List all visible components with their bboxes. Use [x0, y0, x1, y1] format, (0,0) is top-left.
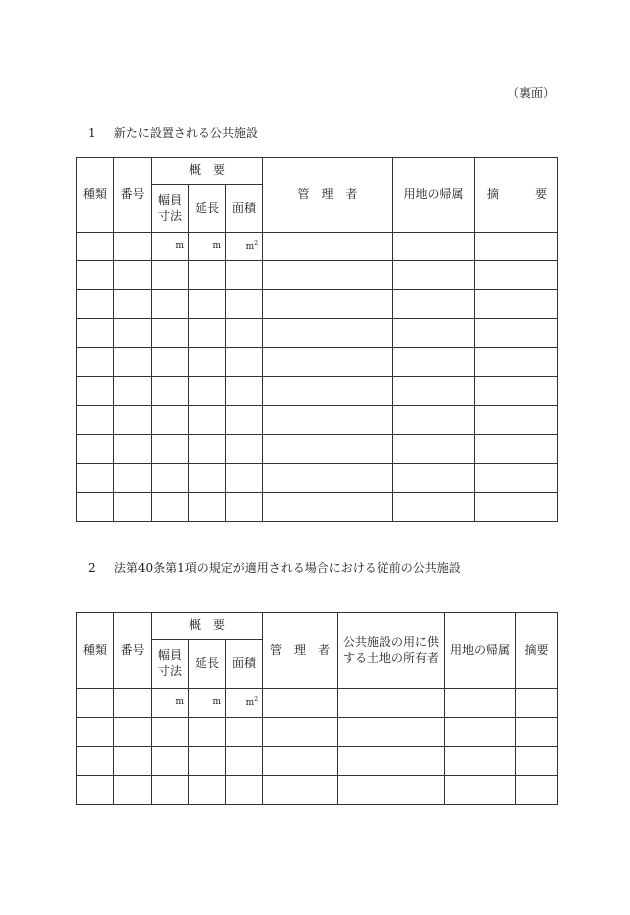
cell[interactable]	[114, 290, 152, 319]
table-row	[77, 776, 558, 805]
cell[interactable]	[263, 406, 393, 435]
cell[interactable]	[516, 776, 558, 805]
cell[interactable]	[226, 747, 263, 776]
cell[interactable]	[77, 464, 114, 493]
cell[interactable]	[189, 776, 226, 805]
header-length: 延長	[189, 185, 226, 233]
table-row	[77, 718, 558, 747]
cell[interactable]	[263, 261, 393, 290]
unit-area[interactable]	[226, 689, 263, 718]
cell[interactable]	[263, 290, 393, 319]
cell[interactable]	[263, 776, 338, 805]
cell[interactable]	[152, 493, 189, 522]
header-land: 用地の帰属	[445, 613, 516, 689]
cell[interactable]	[393, 377, 475, 406]
cell[interactable]	[77, 435, 114, 464]
header-length: 延長	[189, 640, 226, 689]
cell[interactable]	[226, 776, 263, 805]
header-area: 面積	[226, 640, 263, 689]
cell[interactable]	[77, 689, 114, 718]
cell[interactable]	[152, 435, 189, 464]
cell[interactable]	[152, 747, 189, 776]
cell[interactable]	[77, 233, 114, 261]
section1-table	[76, 157, 558, 522]
cell[interactable]	[77, 377, 114, 406]
cell[interactable]	[152, 348, 189, 377]
unit-area-base: m	[245, 241, 255, 252]
cell[interactable]	[152, 718, 189, 747]
header-land: 用地の帰属	[393, 158, 475, 233]
section2-number: 2	[88, 561, 96, 575]
cell[interactable]	[152, 261, 189, 290]
cell[interactable]	[263, 718, 338, 747]
cell[interactable]	[475, 233, 558, 261]
cell[interactable]	[475, 377, 558, 406]
cell[interactable]	[114, 689, 152, 718]
header-remarks: 摘要	[516, 613, 558, 689]
cell[interactable]	[338, 689, 445, 718]
table-row	[77, 747, 558, 776]
cell[interactable]	[226, 348, 263, 377]
cell[interactable]	[189, 290, 226, 319]
unit-area-base: m	[245, 698, 255, 709]
cell[interactable]	[114, 718, 152, 747]
cell[interactable]	[114, 406, 152, 435]
header-manager: 管 理 者	[263, 613, 338, 689]
cell[interactable]	[189, 435, 226, 464]
unit-area-exp: 2	[254, 696, 259, 704]
table-row	[77, 435, 558, 464]
cell[interactable]	[189, 377, 226, 406]
cell[interactable]	[226, 464, 263, 493]
cell[interactable]	[226, 261, 263, 290]
cell[interactable]	[475, 348, 558, 377]
header-type: 種類	[77, 158, 114, 233]
section1-title-text: 新たに設置される公共施設	[113, 126, 258, 140]
cell[interactable]	[77, 348, 114, 377]
cell[interactable]	[516, 747, 558, 776]
cell[interactable]	[445, 689, 516, 718]
header-remarks	[475, 158, 558, 233]
cell[interactable]	[475, 464, 558, 493]
unit-area[interactable]	[226, 233, 263, 261]
cell[interactable]	[393, 233, 475, 261]
cell[interactable]	[152, 464, 189, 493]
header-type: 種類	[77, 613, 114, 689]
cell[interactable]	[445, 776, 516, 805]
cell[interactable]	[338, 776, 445, 805]
unit-width[interactable]: m	[152, 689, 189, 718]
table-row	[77, 319, 558, 348]
cell[interactable]	[475, 261, 558, 290]
table-row	[77, 290, 558, 319]
cell[interactable]	[393, 464, 475, 493]
cell[interactable]	[77, 718, 114, 747]
cell[interactable]	[263, 435, 393, 464]
cell[interactable]	[393, 290, 475, 319]
cell[interactable]	[263, 689, 338, 718]
cell[interactable]	[152, 377, 189, 406]
cell[interactable]	[263, 348, 393, 377]
unit-length[interactable]: m	[189, 689, 226, 718]
cell[interactable]	[263, 493, 393, 522]
cell[interactable]	[516, 718, 558, 747]
cell[interactable]	[189, 747, 226, 776]
cell[interactable]	[114, 776, 152, 805]
cell[interactable]	[263, 377, 393, 406]
cell[interactable]	[77, 319, 114, 348]
cell[interactable]	[226, 319, 263, 348]
cell[interactable]	[226, 718, 263, 747]
cell[interactable]	[475, 319, 558, 348]
cell[interactable]	[393, 261, 475, 290]
cell[interactable]	[77, 747, 114, 776]
header-overview: 概 要	[152, 613, 263, 640]
page-side-label: （裏面）	[506, 86, 555, 100]
header-width: 幅員 寸法	[152, 640, 189, 689]
cell[interactable]	[263, 747, 338, 776]
cell[interactable]	[445, 718, 516, 747]
cell[interactable]	[189, 464, 226, 493]
cell[interactable]	[226, 435, 263, 464]
header-number: 番号	[114, 613, 152, 689]
unit-width[interactable]: m	[152, 233, 189, 261]
cell[interactable]	[114, 319, 152, 348]
cell[interactable]	[77, 776, 114, 805]
cell[interactable]	[114, 377, 152, 406]
cell[interactable]	[226, 406, 263, 435]
cell[interactable]	[475, 290, 558, 319]
cell[interactable]	[77, 493, 114, 522]
cell[interactable]	[263, 319, 393, 348]
unit-area-exp: 2	[254, 239, 259, 247]
cell[interactable]	[114, 493, 152, 522]
table-row	[77, 348, 558, 377]
header-area: 面積	[226, 185, 263, 233]
cell[interactable]	[516, 689, 558, 718]
section1-title	[88, 124, 258, 141]
cell[interactable]	[114, 348, 152, 377]
cell[interactable]	[393, 435, 475, 464]
header-remarks-a: 摘	[487, 187, 500, 202]
table-row	[77, 464, 558, 493]
header-width: 幅員 寸法	[152, 185, 189, 233]
cell[interactable]	[189, 348, 226, 377]
section2-title	[88, 559, 461, 576]
section2-title-text: 法第40条第1項の規定が適用される場合における従前の公共施設	[113, 561, 461, 575]
header-overview: 概 要	[152, 158, 263, 185]
cell[interactable]	[226, 290, 263, 319]
cell[interactable]	[393, 348, 475, 377]
section1-number: 1	[88, 126, 96, 140]
unit-length[interactable]: m	[189, 233, 226, 261]
cell[interactable]	[189, 406, 226, 435]
cell[interactable]	[445, 747, 516, 776]
cell[interactable]	[152, 290, 189, 319]
table-row	[77, 689, 558, 718]
cell[interactable]	[152, 406, 189, 435]
cell[interactable]	[226, 377, 263, 406]
cell[interactable]	[77, 406, 114, 435]
cell[interactable]	[263, 233, 393, 261]
cell[interactable]	[475, 435, 558, 464]
cell[interactable]	[226, 493, 263, 522]
cell[interactable]	[393, 406, 475, 435]
cell[interactable]	[393, 319, 475, 348]
section2-table	[76, 612, 558, 805]
cell[interactable]	[189, 493, 226, 522]
cell[interactable]	[475, 493, 558, 522]
table-row	[77, 233, 558, 261]
cell[interactable]	[114, 261, 152, 290]
header-owner: 公共施設の用に供する土地の所有者	[338, 613, 445, 689]
header-manager-label: 管 理 者	[297, 187, 358, 202]
cell[interactable]	[152, 319, 189, 348]
cell[interactable]	[114, 233, 152, 261]
cell[interactable]	[114, 464, 152, 493]
header-manager	[263, 158, 393, 233]
cell[interactable]	[338, 718, 445, 747]
cell[interactable]	[189, 718, 226, 747]
cell[interactable]	[77, 290, 114, 319]
cell[interactable]	[189, 319, 226, 348]
cell[interactable]	[338, 747, 445, 776]
cell[interactable]	[114, 435, 152, 464]
table-row	[77, 406, 558, 435]
table-row	[77, 377, 558, 406]
cell[interactable]	[189, 261, 226, 290]
cell[interactable]	[114, 747, 152, 776]
cell[interactable]	[263, 464, 393, 493]
cell[interactable]	[393, 493, 475, 522]
cell[interactable]	[475, 406, 558, 435]
cell[interactable]	[152, 776, 189, 805]
table-row	[77, 261, 558, 290]
table-row	[77, 493, 558, 522]
header-number: 番号	[114, 158, 152, 233]
header-remarks-b: 要	[535, 187, 548, 202]
cell[interactable]	[77, 261, 114, 290]
